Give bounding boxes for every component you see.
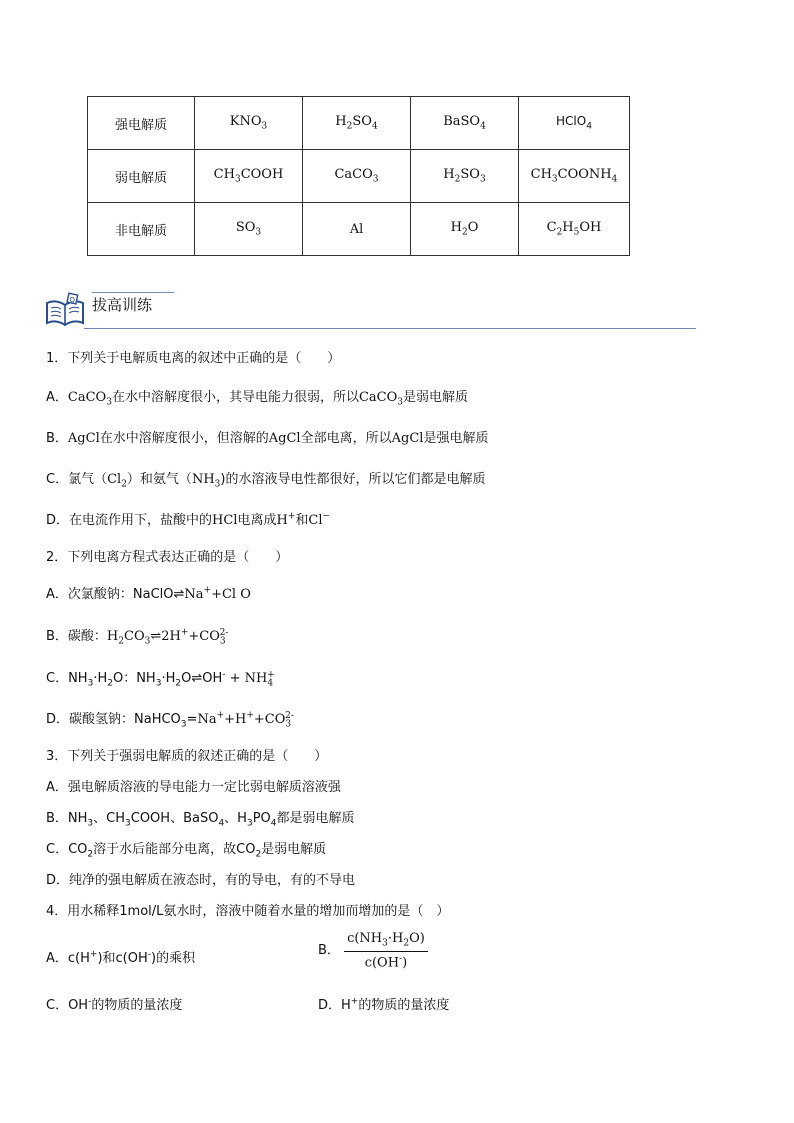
table-row [88, 97, 630, 150]
table-cell: BaSO$_4$ [411, 97, 519, 150]
table-cell: HClO$_4$ [519, 97, 630, 150]
question-3-option-c: C．$CO_2$溶于水后能部分电离，故$CO_2$是弱电解质 [46, 842, 327, 860]
question-1-option-b: B．AgCl在水中溶解度很小，但溶解的AgCl全部电离，所以AgCl是强电解质 [46, 431, 489, 446]
table-cell: $SO_3$ [195, 203, 303, 256]
table-row [88, 150, 630, 203]
question-2-option-b: B．碳酸：$H_2CO_3\rightleftharpoons 2H^++CO_3^{2-}$ [46, 627, 229, 647]
table-row [88, 203, 630, 256]
section-divider [84, 328, 696, 329]
table-cell: $C_2H_5OH$ [519, 203, 630, 256]
ratio-fraction: $\frac{c(NH_3\cdot H_2O)}{c(OH^-)}$ [344, 931, 428, 970]
section-title: 拔高训练 [92, 296, 153, 314]
row-label: 非电解质 [88, 203, 195, 256]
question-2-option-d: D．碳酸氢钠：$NaHCO_3=Na^++H^++CO_3^{2-}$ [46, 710, 294, 730]
section-header [44, 291, 696, 331]
electrolyte-table [87, 96, 630, 256]
question-2-stem: 2．下列电离方程式表达正确的是（ ） [46, 550, 289, 565]
title-rule [92, 292, 174, 293]
question-3-option-b: B．$NH_3$、$CH_3COOH$、BaSO$_4$、$H_3PO_4$都是弱电解质 [46, 811, 355, 829]
question-4-option-c: C．OH-的物质的量浓度 [46, 996, 183, 1013]
question-4-stem: 4．用水稀释1mol/L氨水时，溶液中随着水量的增加而增加的是（ ） [46, 904, 450, 919]
question-4-option-d: D．H+的物质的量浓度 [318, 996, 450, 1013]
question-1-option-a: A．CaCO$_3$在水中溶解度很小，其导电能力很弱，所以CaCO$_3$是弱电解质 [46, 390, 469, 408]
book-icon [44, 291, 86, 329]
table-cell: $CH_3COONH_4$ [519, 150, 630, 203]
table-cell: $H_2O$ [411, 203, 519, 256]
table-cell: Al [303, 203, 411, 256]
question-1-stem: 1．下列关于电解质电离的叙述中正确的是（ ） [46, 351, 341, 366]
table-cell: CaCO$_3$ [303, 150, 411, 203]
question-4-option-a: A．c(H+)和c(OH-)的乘积 [46, 949, 196, 966]
question-2-option-a: A．次氯酸钠：NaClO⇌Na++Cl O [46, 585, 251, 602]
question-3-option-a: A．强电解质溶液的导电能力一定比弱电解质溶液强 [46, 780, 341, 795]
table-cell: $H_2SO_3$ [411, 150, 519, 203]
question-2-option-c: C．$NH_3\cdot H_2O$：$NH_3\cdot H_2O\rightleftharpoons OH^- + NH_4^+$ [46, 669, 275, 689]
row-label: 弱电解质 [88, 150, 195, 203]
row-label: 强电解质 [88, 97, 195, 150]
svg-text:Q: Q [69, 296, 76, 304]
table-cell: $KNO_3$ [195, 97, 303, 150]
question-4-option-b: B． $\frac{c(NH_3\cdot H_2O)}{c(OH^-)}$ [318, 931, 428, 970]
table-cell: $H_2SO_4$ [303, 97, 411, 150]
question-3-stem: 3．下列关于强弱电解质的叙述正确的是（ ） [46, 749, 328, 764]
table-cell: $CH_3COOH$ [195, 150, 303, 203]
question-3-option-d: D．纯净的强电解质在液态时，有的导电，有的不导电 [46, 873, 356, 888]
question-1-option-c: C．氯气$(Cl_2)$和氨气$(NH_3)$的水溶液导电性都很好，所以它们都是电解质 [46, 472, 486, 490]
question-1-option-d: D．在电流作用下，盐酸中的HCl电离成H+和Cl− [46, 511, 331, 528]
